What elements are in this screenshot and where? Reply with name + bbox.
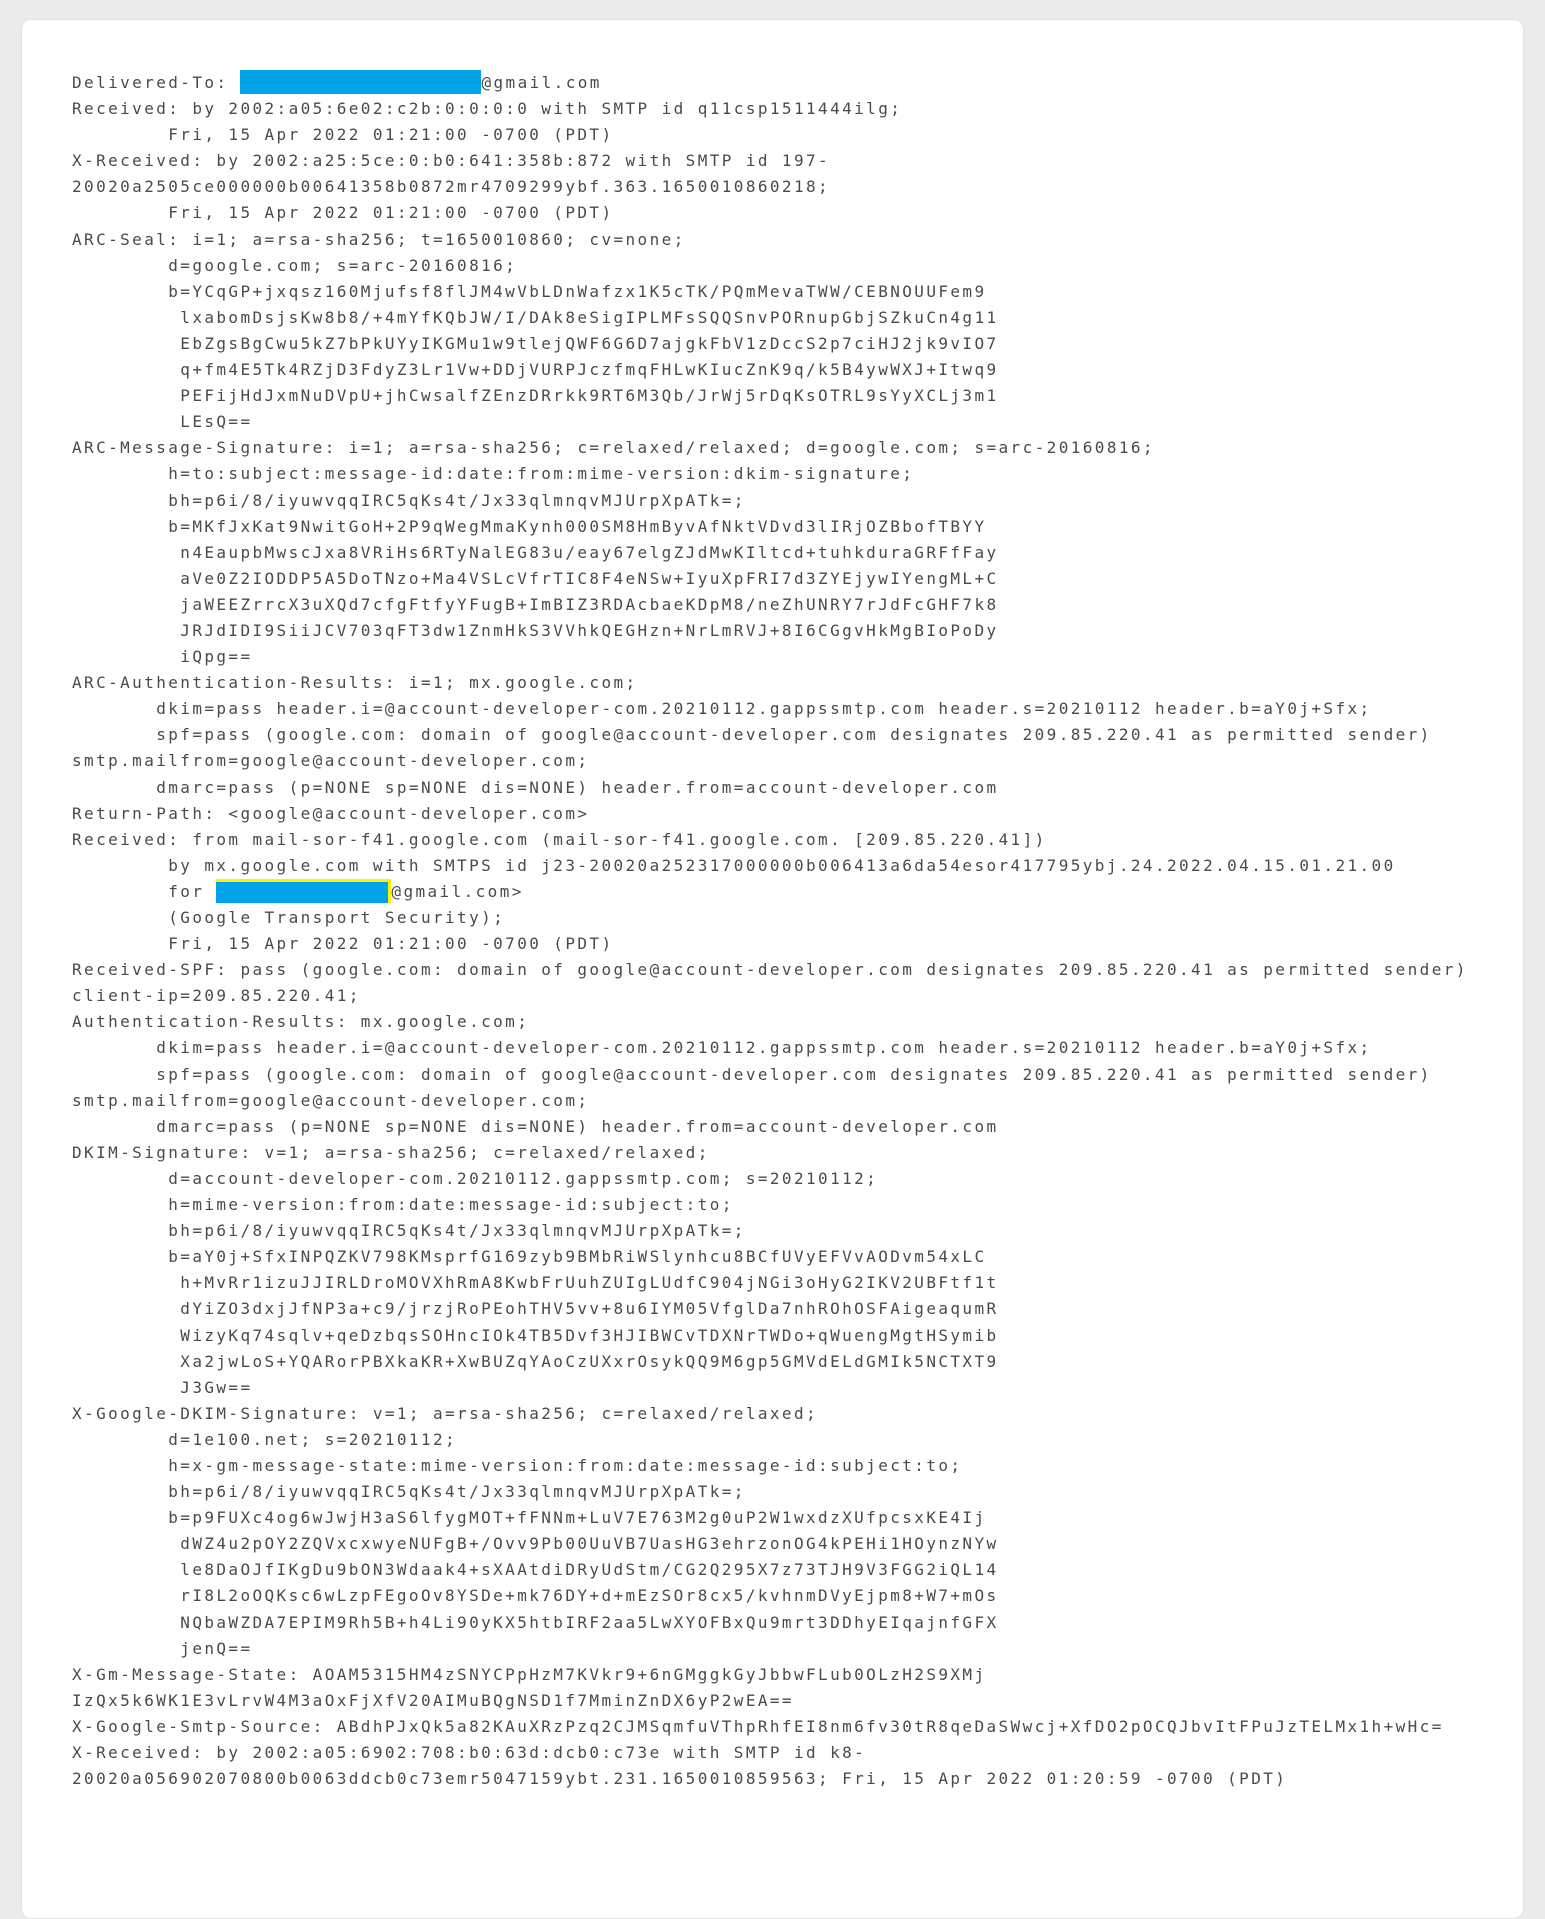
header-text: b=MKfJxKat9NwitGoH+2P9qWegMmaKynh000SM8HmByvAfNktVDvd3lIRjOZBbofTBYY <box>72 516 987 536</box>
email-source-line <box>72 1505 1523 1531</box>
email-source-line <box>72 1401 1523 1427</box>
header-text: Delivered-To: <box>72 73 241 92</box>
email-source-line <box>72 1766 1523 1792</box>
header-text: le8DaOJfIKgDu9bON3Wdaak4+sXAAtdiDRyUdStm/CG2Q295X7z73TJH9V3FGG2iQL14 <box>72 1560 999 1580</box>
email-source-line <box>72 1531 1523 1557</box>
header-text: q+fm4E5Tk4RZjD3FdyZ3Lr1Vw+DDjVURPJczfmqFHLwKIucZnK9q/k5B4ywWXJ+Itwq9 <box>72 360 999 380</box>
email-source-line <box>72 1244 1523 1270</box>
email-source-line <box>72 1062 1523 1088</box>
email-source-line <box>72 253 1523 279</box>
email-source-line <box>72 461 1523 487</box>
header-text: bh=p6i/8/iyuwvqqIRC5qKs4t/Jx33qlmnqvMJUrpXpATk=; <box>72 1482 746 1502</box>
email-source-line <box>72 1296 1523 1322</box>
header-text: ARC-Authentication-Results: i=1; mx.google.com; <box>72 673 638 693</box>
header-text: d=1e100.net; s=20210112; <box>72 1429 458 1449</box>
header-text: jenQ== <box>72 1638 253 1658</box>
email-source-line <box>72 1636 1523 1662</box>
email-source-line <box>72 96 1523 122</box>
email-source-line <box>72 827 1523 853</box>
header-text: Authentication-Results: mx.google.com; <box>72 1012 530 1032</box>
email-source-line <box>72 644 1523 670</box>
redacted-recipient-email <box>240 70 481 94</box>
header-text: dkim=pass header.i=@account-developer-com.20210112.gappssmtp.com header.s=20210112 header.b=aY0j+Sfx; <box>72 1038 1372 1058</box>
redacted-recipient-email <box>216 879 391 903</box>
header-text: by mx.google.com with SMTPS id j23-20020a252317000000b006413a6da54esor417795ybj.24.2022.04.15.01.21.00 <box>72 855 1396 875</box>
header-text: X-Received: by 2002:a25:5ce:0:b0:641:358b:872 with SMTP id 197- <box>72 151 831 171</box>
email-source-line <box>72 1740 1523 1766</box>
header-text: smtp.mailfrom=google@account-developer.com; <box>72 751 590 771</box>
header-text: smtp.mailfrom=google@account-developer.com; <box>72 1090 590 1110</box>
header-text: bh=p6i/8/iyuwvqqIRC5qKs4t/Jx33qlmnqvMJUrpXpATk=; <box>72 490 746 510</box>
header-text: h+MvRr1izuJJIRLDroMOVXhRmA8KwbFrUuhZUIgLUdfC904jNGi3oHyG2IKV2UBFtf1t <box>72 1273 999 1293</box>
email-source-line <box>72 566 1523 592</box>
email-source-line <box>72 670 1523 696</box>
email-source-line <box>72 1610 1523 1636</box>
header-text: for <box>72 881 217 901</box>
email-source-line <box>72 1035 1523 1061</box>
header-text: Xa2jwLoS+YQARorPBXkaKR+XwBUZqYAoCzUXxrOsykQQ9M6gp5GMVdELdGMIk5NCTXT9 <box>72 1351 999 1371</box>
email-source-line <box>72 618 1523 644</box>
header-text: @gmail.com> <box>391 881 524 901</box>
header-text: NQbaWZDA7EPIM9Rh5B+h4Li90yKX5htbIRF2aa5LwXYOFBxQu9mrt3DDhyEIqajnfGFX <box>72 1612 999 1632</box>
header-text: rI8L2oOQKsc6wLzpFEgoOv8YSDe+mk76DY+d+mEzSOr8cx5/kvhnmDVyEjpm8+W7+mOs <box>72 1586 999 1606</box>
email-source-line <box>72 1009 1523 1035</box>
email-source-line <box>72 1714 1523 1740</box>
email-source-line <box>72 1583 1523 1609</box>
header-text: J3Gw== <box>72 1377 253 1397</box>
email-source-line <box>72 748 1523 774</box>
email-source-line <box>72 1662 1523 1688</box>
email-source-line <box>72 1557 1523 1583</box>
email-source-line <box>72 540 1523 566</box>
email-source-line <box>72 70 1523 96</box>
header-text: h=mime-version:from:date:message-id:subject:to; <box>72 1195 734 1215</box>
header-text: (Google Transport Security); <box>72 908 506 927</box>
header-text: Fri, 15 Apr 2022 01:21:00 -0700 (PDT) <box>72 203 614 223</box>
email-source-line <box>72 801 1523 827</box>
email-raw-source <box>72 70 1523 1792</box>
email-source-line <box>72 279 1523 305</box>
email-source-line <box>72 1453 1523 1479</box>
header-text: X-Gm-Message-State: AOAM5315HM4zSNYCPpHzM7KVkr9+6nGMggkGyJbbwFLub0OLzH2S9XMj <box>72 1664 987 1684</box>
header-text: d=account-developer-com.20210112.gappssmtp.com; s=20210112; <box>72 1168 879 1188</box>
header-text: dmarc=pass (p=NONE sp=NONE dis=NONE) header.from=account-developer.com <box>72 1116 999 1136</box>
header-text: b=YCqGP+jxqsz160Mjufsf8flJM4wVbLDnWafzx1K5cTK/PQmMevaTWW/CEBNOUUFem9 <box>72 281 987 301</box>
header-text: bh=p6i/8/iyuwvqqIRC5qKs4t/Jx33qlmnqvMJUrpXpATk=; <box>72 1221 746 1241</box>
header-text: Fri, 15 Apr 2022 01:21:00 -0700 (PDT) <box>72 934 614 954</box>
email-source-line <box>72 905 1523 931</box>
header-text: X-Google-Smtp-Source: ABdhPJxQk5a82KAuXRzPzq2CJMSqmfuVThpRhfEI8nm6fv30tR8qeDaSWwcj+XfDO2pOCQJbvItFPuJzTELMx1h+wHc= <box>72 1716 1444 1736</box>
email-source-line <box>72 331 1523 357</box>
email-source-line <box>72 227 1523 253</box>
email-source-line <box>72 775 1523 801</box>
header-text: WizyKq74sqlv+qeDzbqsSOHncIOk4TB5Dvf3HJIBWCvTDXNrTWDo+qWuengMgtHSymib <box>72 1325 999 1345</box>
header-text: client-ip=209.85.220.41; <box>72 986 361 1006</box>
email-source-line <box>72 1192 1523 1218</box>
header-text: h=to:subject:message-id:date:from:mime-version:dkim-signature; <box>72 464 915 484</box>
email-source-line <box>72 1270 1523 1296</box>
header-text: aVe0Z2IODDP5A5DoTNzo+Ma4VSLcVfrTIC8F4eNSw+IyuXpFRI7d3ZYEjywIYengML+C <box>72 568 999 588</box>
email-source-line <box>72 383 1523 409</box>
email-source-line <box>72 435 1523 461</box>
header-text: spf=pass (google.com: domain of google@account-developer.com designates 209.85.220.41 as permitted sender) <box>72 1064 1432 1084</box>
header-text: ARC-Message-Signature: i=1; a=rsa-sha256; c=relaxed/relaxed; d=google.com; s=arc-20160816; <box>72 438 1155 458</box>
email-source-line <box>72 592 1523 618</box>
email-source-line <box>72 1349 1523 1375</box>
header-text: @gmail.com <box>481 73 602 92</box>
header-text: b=p9FUXc4og6wJwjH3aS6lfygMOT+fFNNm+LuV7E763M2g0uP2W1wxdzXUfpcsxKE4Ij <box>72 1508 987 1528</box>
header-text: h=x-gm-message-state:mime-version:from:date:message-id:subject:to; <box>72 1455 963 1475</box>
header-text: jaWEEZrrcX3uXQd7cfgFtfyYFugB+ImBIZ3RDAcbaeKDpM8/neZhUNRY7rJdFcGHF7k8 <box>72 594 999 614</box>
header-text: 20020a2505ce000000b00641358b0872mr4709299ybf.363.1650010860218; <box>72 177 831 197</box>
email-source-line <box>72 957 1523 983</box>
header-text: Return-Path: <google@account-developer.com> <box>72 803 590 823</box>
email-source-line <box>72 200 1523 226</box>
email-source-line <box>72 722 1523 748</box>
email-source-line <box>72 853 1523 879</box>
email-source-line <box>72 1140 1523 1166</box>
header-text: Fri, 15 Apr 2022 01:21:00 -0700 (PDT) <box>72 125 614 145</box>
header-text: dmarc=pass (p=NONE sp=NONE dis=NONE) header.from=account-developer.com <box>72 777 999 797</box>
email-source-line <box>72 174 1523 200</box>
email-source-line <box>72 1427 1523 1453</box>
header-text: spf=pass (google.com: domain of google@account-developer.com designates 209.85.220.41 as permitted sender) <box>72 725 1432 745</box>
email-source-line <box>72 148 1523 174</box>
header-text: dkim=pass header.i=@account-developer-com.20210112.gappssmtp.com header.s=20210112 header.b=aY0j+Sfx; <box>72 699 1372 719</box>
header-text: dYiZO3dxjJfNP3a+c9/jrzjRoPEohTHV5vv+8u6IYM05VfglDa7nhROhOSFAigeaqumR <box>72 1299 999 1319</box>
header-text: d=google.com; s=arc-20160816; <box>72 255 518 275</box>
header-text: JRJdIDI9SiiJCV703qFT3dw1ZnmHkS3VVhkQEGHzn+NrLmRVJ+8I6CGgvHkMgBIoPoDy <box>72 620 999 640</box>
header-text: iQpg== <box>72 647 253 667</box>
header-text: IzQx5k6WK1E3vLrvW4M3aOxFjXfV20AIMuBQgNSD1f7MminZnDX6yP2wEA== <box>72 1690 794 1710</box>
header-text: n4EaupbMwscJxa8VRiHs6RTyNalEG83u/eay67elgZJdMwKIltcd+tuhkduraGRFfFay <box>72 542 999 562</box>
email-source-line <box>72 1323 1523 1349</box>
email-source-card <box>21 19 1524 1919</box>
email-source-line <box>72 1166 1523 1192</box>
email-source-line <box>72 1218 1523 1244</box>
header-text: b=aY0j+SfxINPQZKV798KMsprfG169zyb9BMbRiWSlynhcu8BCfUVyEFVvAODvm54xLC <box>72 1247 987 1267</box>
header-text: lxabomDsjsKw8b8/+4mYfKQbJW/I/DAk8eSigIPLMFsSQQSnvPORnupGbjSZkuCn4g11 <box>72 307 999 327</box>
header-text: EbZgsBgCwu5kZ7bPkUYyIKGMu1w9tlejQWF6G6D7ajgkFbV1zDccS2p7ciHJ2jk9vIO7 <box>72 333 999 353</box>
email-source-line <box>72 1114 1523 1140</box>
email-source-line <box>72 983 1523 1009</box>
header-text: DKIM-Signature: v=1; a=rsa-sha256; c=relaxed/relaxed; <box>72 1142 710 1162</box>
header-text: ARC-Seal: i=1; a=rsa-sha256; t=1650010860; cv=none; <box>72 229 686 249</box>
email-source-line <box>72 305 1523 331</box>
header-text: Received: by 2002:a05:6e02:c2b:0:0:0:0 with SMTP id q11csp1511444ilg; <box>72 99 903 119</box>
email-source-line <box>72 696 1523 722</box>
email-source-line <box>72 931 1523 957</box>
header-text: X-Google-DKIM-Signature: v=1; a=rsa-sha256; c=relaxed/relaxed; <box>72 1403 819 1423</box>
header-text: LEsQ== <box>72 412 253 432</box>
header-text: X-Received: by 2002:a05:6902:708:b0:63d:dcb0:c73e with SMTP id k8- <box>72 1743 867 1762</box>
email-source-line <box>72 879 1523 905</box>
header-text: Received-SPF: pass (google.com: domain of google@account-developer.com designates 209.85.220.41 as permitted sender) <box>72 960 1468 980</box>
header-text: dWZ4u2pOY2ZQVxcxwyeNUFgB+/Ovv9Pb00UuVB7UasHG3ehrzonOG4kPEHi1HOynzNYw <box>72 1534 999 1554</box>
header-text: PEFijHdJxmNuDVpU+jhCwsalfZEnzDRrkk9RT6M3Qb/JrWj5rDqKsOTRL9sYyXCLj3m1 <box>72 386 999 406</box>
header-text: 20020a056902070800b0063ddcb0c73emr5047159ybt.231.1650010859563; Fri, 15 Apr 2022 01:20:59 -0700 (PDT) <box>72 1769 1288 1789</box>
email-source-line <box>72 357 1523 383</box>
email-source-line <box>72 514 1523 540</box>
email-source-line <box>72 1688 1523 1714</box>
email-source-line <box>72 409 1523 435</box>
header-text: Received: from mail-sor-f41.google.com (mail-sor-f41.google.com. [209.85.220.41]) <box>72 829 1047 849</box>
email-source-line <box>72 1375 1523 1401</box>
email-source-line <box>72 1088 1523 1114</box>
email-source-line <box>72 1479 1523 1505</box>
email-source-line <box>72 122 1523 148</box>
email-source-line <box>72 488 1523 514</box>
